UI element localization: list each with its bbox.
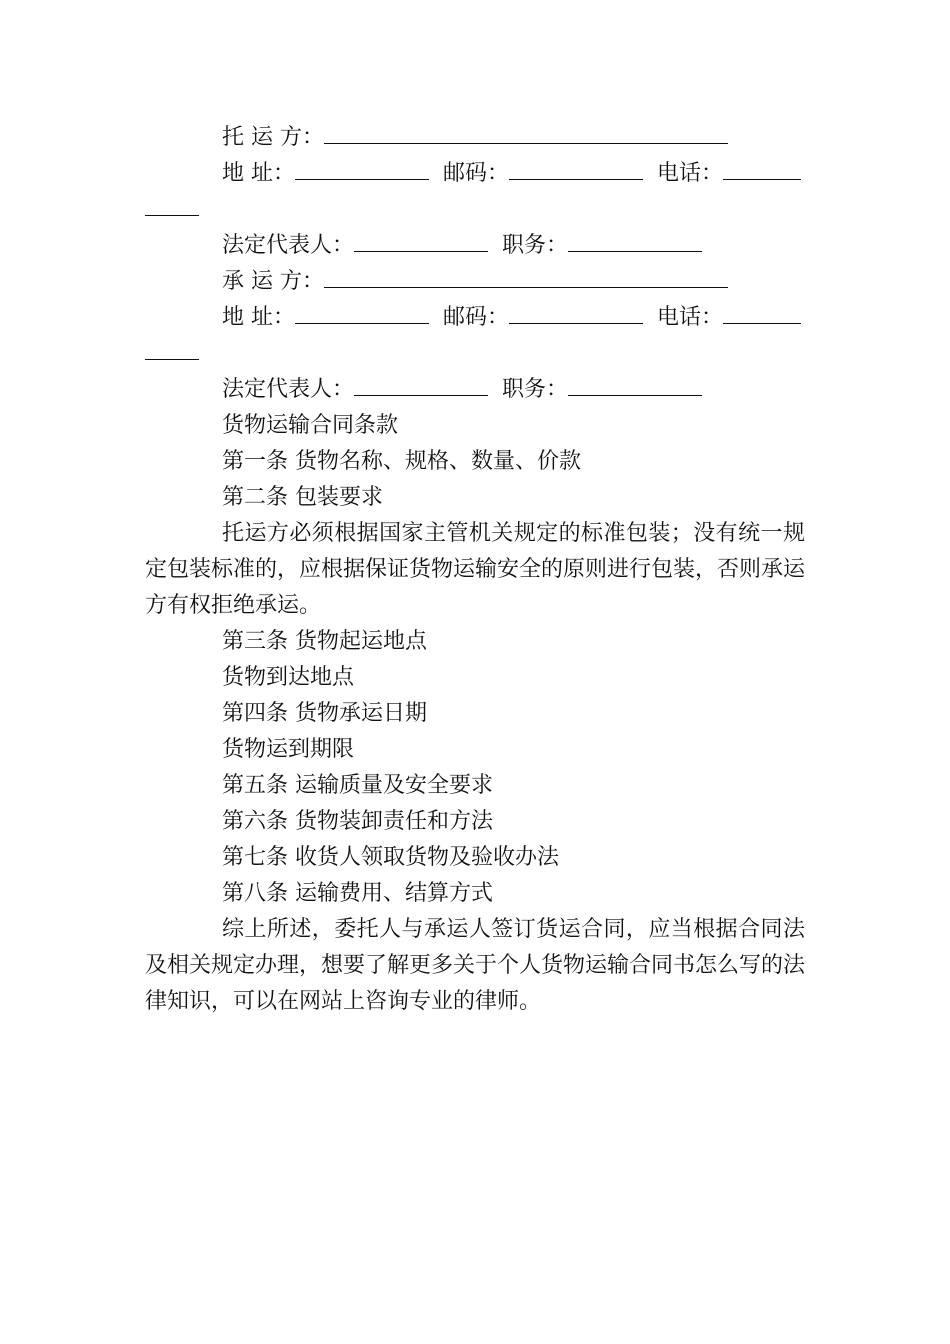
contract-body [145, 120, 805, 1020]
shipper-phone-label: 电话： [657, 161, 724, 186]
carrier-title-label: 职务： [502, 377, 569, 402]
carrier-phone-continuation [145, 336, 805, 372]
shipper-rep-line [145, 228, 805, 264]
shipper-phone-blank-cont [145, 192, 199, 216]
clause-6: 第六条 货物装卸责任和方法 [222, 809, 493, 834]
shipper-address-line [145, 156, 805, 192]
shipper-line [145, 120, 805, 156]
clause-3-sub: 货物到达地点 [222, 665, 355, 690]
carrier-phone-blank [723, 300, 801, 324]
shipper-rep-label: 法定代表人： [222, 233, 355, 258]
clause-3: 第三条 货物起运地点 [222, 629, 427, 654]
carrier-address-label: 地 址： [222, 305, 295, 330]
shipper-zip-blank [509, 156, 643, 180]
clause-4: 第四条 货物承运日期 [222, 701, 427, 726]
carrier-phone-label: 电话： [657, 305, 724, 330]
clause-2: 第二条 包装要求 [222, 485, 383, 510]
carrier-blank [324, 264, 728, 288]
shipper-label: 托 运 方： [222, 125, 324, 150]
clause-8: 第八条 运输费用、结算方式 [222, 881, 493, 906]
clause-1: 第一条 货物名称、规格、数量、价款 [222, 449, 581, 474]
shipper-title-label: 职务： [502, 233, 569, 258]
clause-7: 第七条 收货人领取货物及验收办法 [222, 845, 559, 870]
carrier-address-blank [295, 300, 429, 324]
clauses-heading: 货物运输合同条款 [222, 413, 399, 438]
carrier-address-line [145, 300, 805, 336]
carrier-rep-label: 法定代表人： [222, 377, 355, 402]
shipper-rep-blank [354, 228, 488, 252]
clause-2-body: 托运方必须根据国家主管机关规定的标准包装；没有统一规定包装标准的，应根据保证货物运输安全的原则进行包装，否则承运方有权拒绝承运。 [145, 521, 806, 618]
carrier-zip-label: 邮码： [443, 305, 510, 330]
carrier-label: 承 运 方： [222, 269, 324, 294]
shipper-title-blank [568, 228, 702, 252]
shipper-phone-blank [723, 156, 801, 180]
carrier-rep-line [145, 372, 805, 408]
carrier-title-blank [568, 372, 702, 396]
carrier-line [145, 264, 805, 300]
shipper-zip-label: 邮码： [443, 161, 510, 186]
shipper-phone-continuation [145, 192, 805, 228]
clause-4-sub: 货物运到期限 [222, 737, 355, 762]
shipper-address-label: 地 址： [222, 161, 295, 186]
carrier-phone-blank-cont [145, 336, 199, 360]
shipper-blank [324, 120, 728, 144]
shipper-address-blank [295, 156, 429, 180]
carrier-rep-blank [354, 372, 488, 396]
clause-5: 第五条 运输质量及安全要求 [222, 773, 493, 798]
carrier-zip-blank [509, 300, 643, 324]
conclusion-paragraph: 综上所述，委托人与承运人签订货运合同，应当根据合同法及相关规定办理，想要了解更多关于个人货物运输合同书怎么写的法律知识，可以在网站上咨询专业的律师。 [145, 917, 806, 1014]
